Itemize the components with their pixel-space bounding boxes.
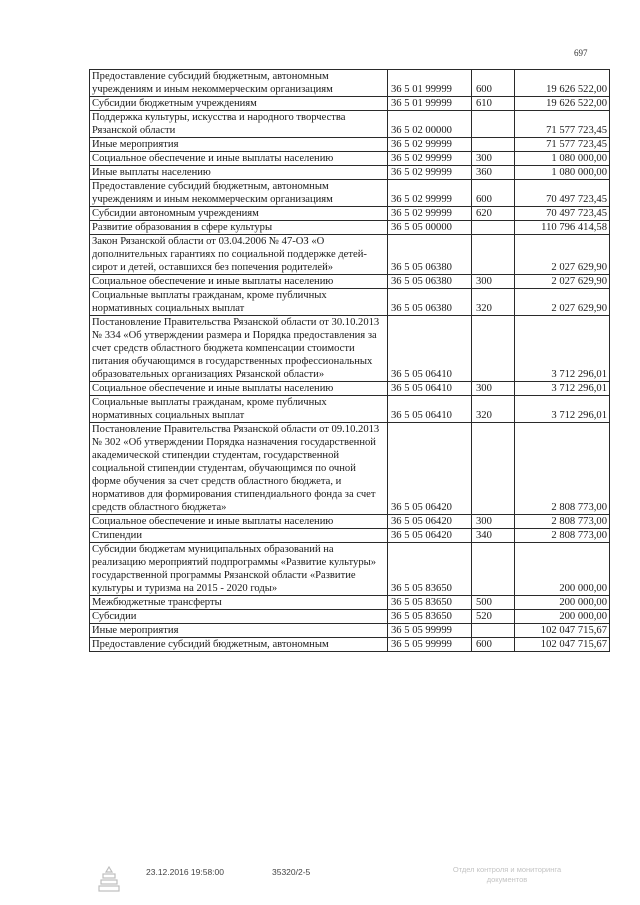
row-type-cell: 610: [472, 97, 515, 111]
table-row: [90, 610, 610, 624]
row-type-cell: 320: [472, 396, 515, 423]
row-name-cell: Социальные выплаты гражданам, кроме публичных нормативных социальных выплат: [90, 289, 388, 316]
row-code-cell: 36 5 05 00000: [388, 221, 472, 235]
row-amount-cell: 200 000,00: [515, 610, 610, 624]
table-row: [90, 180, 610, 207]
row-type-cell: 600: [472, 180, 515, 207]
row-code-cell: 36 5 05 83650: [388, 543, 472, 596]
row-name-cell: Предоставление субсидий бюджетным, автономным: [90, 638, 388, 652]
row-name-cell: Постановление Правительства Рязанской области от 09.10.2013 № 302 «Об утверждении Порядка назначения государственной академической стипендии студентам, государственной социальной стипендии студентам, обучающимся по очной форме обучения за счет средств областного бюджета, и нормативов для формирования стипендиального фонда за счет средств областного бюджета»: [90, 423, 388, 515]
row-code-cell: 36 5 02 99999: [388, 180, 472, 207]
table-row: [90, 152, 610, 166]
row-type-cell: 300: [472, 382, 515, 396]
row-type-cell: 360: [472, 166, 515, 180]
row-name-cell: Иные мероприятия: [90, 624, 388, 638]
row-type-cell: [472, 423, 515, 515]
row-amount-cell: 2 808 773,00: [515, 529, 610, 543]
table-row: [90, 396, 610, 423]
table-row: [90, 596, 610, 610]
row-name-cell: Субсидии: [90, 610, 388, 624]
row-code-cell: 36 5 02 99999: [388, 152, 472, 166]
row-code-cell: 36 5 05 99999: [388, 638, 472, 652]
table-row: [90, 207, 610, 221]
footer-stamp: [451, 865, 563, 885]
row-code-cell: 36 5 05 06420: [388, 529, 472, 543]
row-name-cell: Субсидии бюджетам муниципальных образований на реализацию мероприятий подпрограммы «Развитие культуры» государственной программы Рязанской области «Развитие культуры и туризма на 2015 - 2020 годы»: [90, 543, 388, 596]
row-code-cell: 36 5 01 99999: [388, 97, 472, 111]
row-code-cell: 36 5 05 06380: [388, 289, 472, 316]
table-row: [90, 97, 610, 111]
row-code-cell: 36 5 02 99999: [388, 166, 472, 180]
page-number: 697: [574, 48, 588, 58]
table-row: [90, 316, 610, 382]
row-type-cell: 340: [472, 529, 515, 543]
row-name-cell: Социальное обеспечение и иные выплаты населению: [90, 152, 388, 166]
row-type-cell: 500: [472, 596, 515, 610]
row-amount-cell: 200 000,00: [515, 596, 610, 610]
row-code-cell: 36 5 02 99999: [388, 207, 472, 221]
row-name-cell: Стипендии: [90, 529, 388, 543]
row-name-cell: Иные мероприятия: [90, 138, 388, 152]
row-code-cell: 36 5 05 06380: [388, 235, 472, 275]
row-amount-cell: 71 577 723,45: [515, 138, 610, 152]
registry-logo-icon: [96, 864, 122, 894]
table-row: [90, 382, 610, 396]
row-name-cell: Субсидии бюджетным учреждениям: [90, 97, 388, 111]
row-code-cell: 36 5 05 06410: [388, 316, 472, 382]
row-type-cell: [472, 543, 515, 596]
table-row: [90, 138, 610, 152]
row-amount-cell: 19 626 522,00: [515, 70, 610, 97]
row-name-cell: Развитие образования в сфере культуры: [90, 221, 388, 235]
row-amount-cell: 1 080 000,00: [515, 152, 610, 166]
row-code-cell: 36 5 05 06380: [388, 275, 472, 289]
row-code-cell: 36 5 05 83650: [388, 596, 472, 610]
row-code-cell: 36 5 02 00000: [388, 111, 472, 138]
row-amount-cell: 3 712 296,01: [515, 396, 610, 423]
row-name-cell: Социальные выплаты гражданам, кроме публичных нормативных социальных выплат: [90, 396, 388, 423]
row-amount-cell: 1 080 000,00: [515, 166, 610, 180]
row-amount-cell: 102 047 715,67: [515, 638, 610, 652]
row-type-cell: 300: [472, 275, 515, 289]
row-amount-cell: 19 626 522,00: [515, 97, 610, 111]
row-name-cell: Межбюджетные трансферты: [90, 596, 388, 610]
row-type-cell: 300: [472, 515, 515, 529]
row-amount-cell: 2 027 629,90: [515, 289, 610, 316]
row-type-cell: [472, 235, 515, 275]
table-row: [90, 624, 610, 638]
row-code-cell: 36 5 05 06410: [388, 382, 472, 396]
row-amount-cell: 2 808 773,00: [515, 515, 610, 529]
row-amount-cell: 71 577 723,45: [515, 111, 610, 138]
row-type-cell: 600: [472, 70, 515, 97]
row-name-cell: Социальное обеспечение и иные выплаты населению: [90, 275, 388, 289]
row-type-cell: 620: [472, 207, 515, 221]
row-type-cell: 300: [472, 152, 515, 166]
row-amount-cell: 2 027 629,90: [515, 235, 610, 275]
row-amount-cell: 70 497 723,45: [515, 207, 610, 221]
row-code-cell: 36 5 05 83650: [388, 610, 472, 624]
row-type-cell: [472, 624, 515, 638]
table-row: [90, 515, 610, 529]
row-name-cell: Постановление Правительства Рязанской области от 30.10.2013 № 334 «Об утверждении размера и Порядка предоставления за счет средств областного бюджета компенсации стоимости питания обучающимся в государственных профессиональных образовательных организациях Рязанской области»: [90, 316, 388, 382]
row-code-cell: 36 5 05 99999: [388, 624, 472, 638]
row-amount-cell: 70 497 723,45: [515, 180, 610, 207]
row-name-cell: Социальное обеспечение и иные выплаты населению: [90, 515, 388, 529]
table-row: [90, 221, 610, 235]
table-row: [90, 235, 610, 275]
row-name-cell: Поддержка культуры, искусства и народного творчества Рязанской области: [90, 111, 388, 138]
table-row: [90, 166, 610, 180]
row-code-cell: 36 5 01 99999: [388, 70, 472, 97]
row-type-cell: [472, 138, 515, 152]
row-code-cell: 36 5 05 06410: [388, 396, 472, 423]
row-type-cell: 600: [472, 638, 515, 652]
footer-stamp-line: Отдел контроля и мониторинга: [452, 865, 562, 874]
row-amount-cell: 200 000,00: [515, 543, 610, 596]
row-code-cell: 36 5 05 06420: [388, 423, 472, 515]
row-name-cell: Субсидии автономным учреждениям: [90, 207, 388, 221]
row-type-cell: [472, 111, 515, 138]
row-name-cell: Социальное обеспечение и иные выплаты населению: [90, 382, 388, 396]
table-row: [90, 275, 610, 289]
row-amount-cell: 110 796 414,58: [515, 221, 610, 235]
row-code-cell: 36 5 05 06420: [388, 515, 472, 529]
footer-timestamp: 23.12.2016 19:58:00: [146, 867, 224, 877]
row-name-cell: Предоставление субсидий бюджетным, автономным учреждениям и иным некоммерческим организациям: [90, 180, 388, 207]
row-code-cell: 36 5 02 99999: [388, 138, 472, 152]
row-name-cell: Закон Рязанской области от 03.04.2006 № 47-ОЗ «О дополнительных гарантиях по социальной поддержке детей-сирот и детей, оставшихся без попечения родителей»: [90, 235, 388, 275]
row-amount-cell: 102 047 715,67: [515, 624, 610, 638]
table-row: [90, 289, 610, 316]
row-type-cell: [472, 316, 515, 382]
row-name-cell: Предоставление субсидий бюджетным, автономным учреждениям и иным некоммерческим организациям: [90, 70, 388, 97]
budget-table: [89, 69, 610, 652]
row-type-cell: 320: [472, 289, 515, 316]
row-amount-cell: 3 712 296,01: [515, 316, 610, 382]
footer-document-id: 35320/2-5: [272, 867, 311, 877]
row-type-cell: 520: [472, 610, 515, 624]
budget-table-body: [90, 70, 610, 652]
table-row: [90, 423, 610, 515]
row-amount-cell: 2 027 629,90: [515, 275, 610, 289]
table-row: [90, 529, 610, 543]
footer-stamp-line: документов: [486, 875, 528, 884]
table-row: [90, 543, 610, 596]
row-name-cell: Иные выплаты населению: [90, 166, 388, 180]
page-footer: [0, 864, 640, 904]
row-amount-cell: 2 808 773,00: [515, 423, 610, 515]
table-row: [90, 111, 610, 138]
row-amount-cell: 3 712 296,01: [515, 382, 610, 396]
table-row: [90, 638, 610, 652]
row-type-cell: [472, 221, 515, 235]
table-row: [90, 70, 610, 97]
